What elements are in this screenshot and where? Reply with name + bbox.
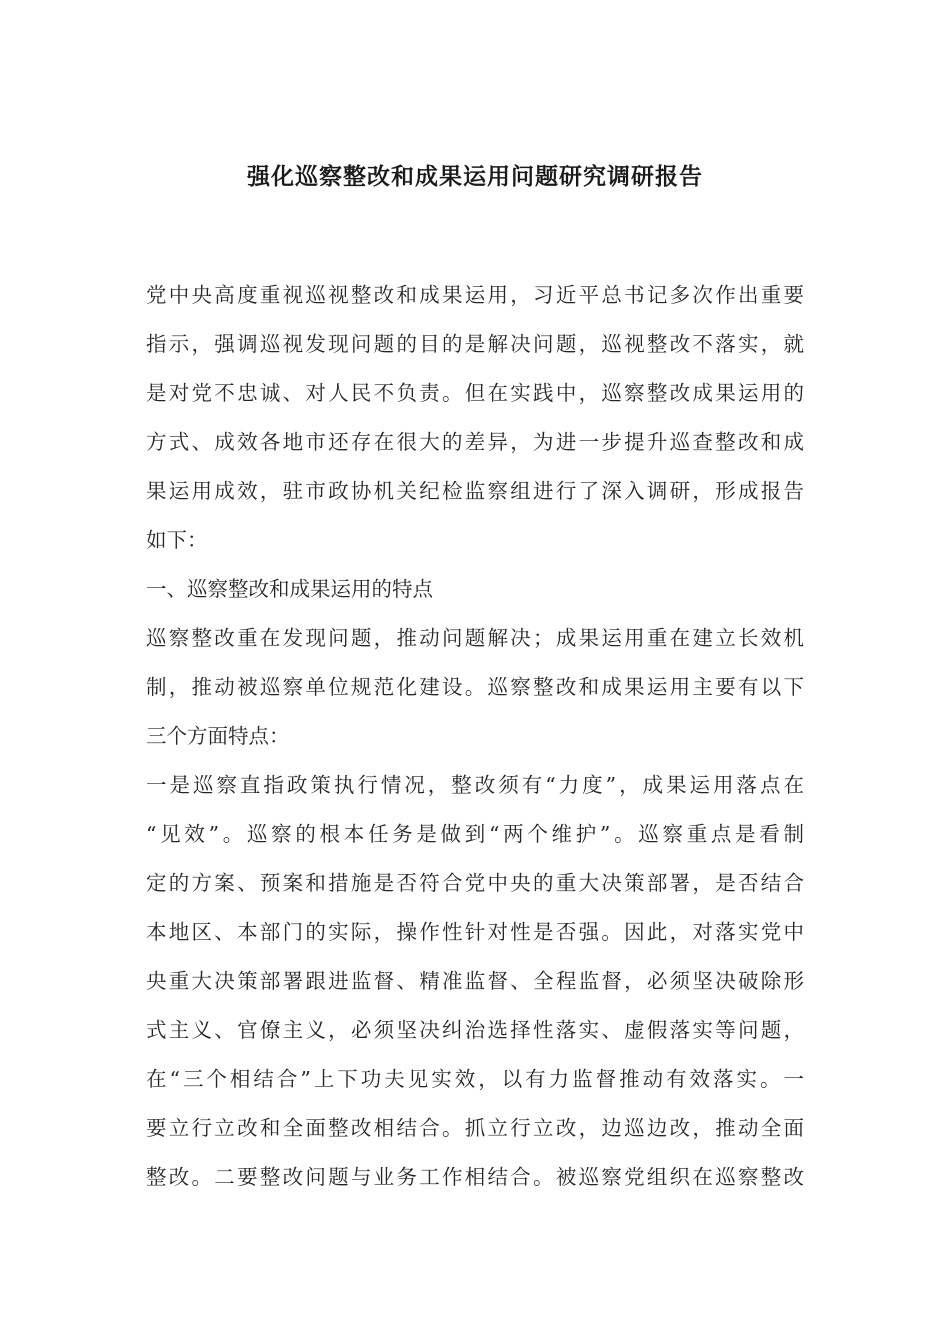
- text-line: 定的方案、预案和措施是否符合党中央的重大决策部署，是否结合: [146, 871, 804, 895]
- text-line: 如下：: [146, 528, 208, 552]
- text-line: 巡察整改重在发现问题，推动问题解决；成果运用重在建立长效机: [146, 626, 804, 650]
- text-line: 是对党不忠诚、对人民不负责。但在实践中，巡察整改成果运用的: [146, 381, 804, 405]
- text-line: “见效”。巡察的根本任务是做到“两个维护”。巡察重点是看制: [146, 822, 804, 846]
- text-line: 制，推动被巡察单位规范化建设。巡察整改和成果运用主要有以下: [146, 675, 804, 699]
- text-line: 本地区、本部门的实际，操作性针对性是否强。因此，对落实党中: [146, 920, 804, 944]
- text-line: 要立行立改和全面整改相结合。抓立行立改，边巡边改，推动全面: [146, 1116, 804, 1140]
- text-line: 三个方面特点：: [146, 724, 290, 748]
- document-body: [146, 280, 804, 1211]
- document-title: 强化巡察整改和成果运用问题研究调研报告: [247, 163, 703, 190]
- text-line: 果运用成效，驻市政协机关纪检监察组进行了深入调研，形成报告: [146, 479, 804, 503]
- text-line: 一是巡察直指政策执行情况，整改须有“力度”，成果运用落点在: [146, 773, 804, 797]
- text-line: 整改。二要整改问题与业务工作相结合。被巡察党组织在巡察整改: [146, 1165, 804, 1189]
- text-line: 党中央高度重视巡视整改和成果运用，习近平总书记多次作出重要: [146, 283, 804, 307]
- text-line: 一、巡察整改和成果运用的特点: [146, 577, 433, 601]
- text-line: 式主义、官僚主义，必须坚决纠治选择性落实、虚假落实等问题，: [146, 1018, 804, 1042]
- text-line: 指示，强调巡视发现问题的目的是解决问题，巡视整改不落实，就: [146, 332, 804, 356]
- text-line: 在“三个相结合”上下功夫见实效，以有力监督推动有效落实。一: [146, 1067, 804, 1091]
- text-line: 央重大决策部署跟进监督、精准监督、全程监督，必须坚决破除形: [146, 969, 804, 993]
- text-line: 方式、成效各地市还存在很大的差异，为进一步提升巡查整改和成: [146, 430, 804, 454]
